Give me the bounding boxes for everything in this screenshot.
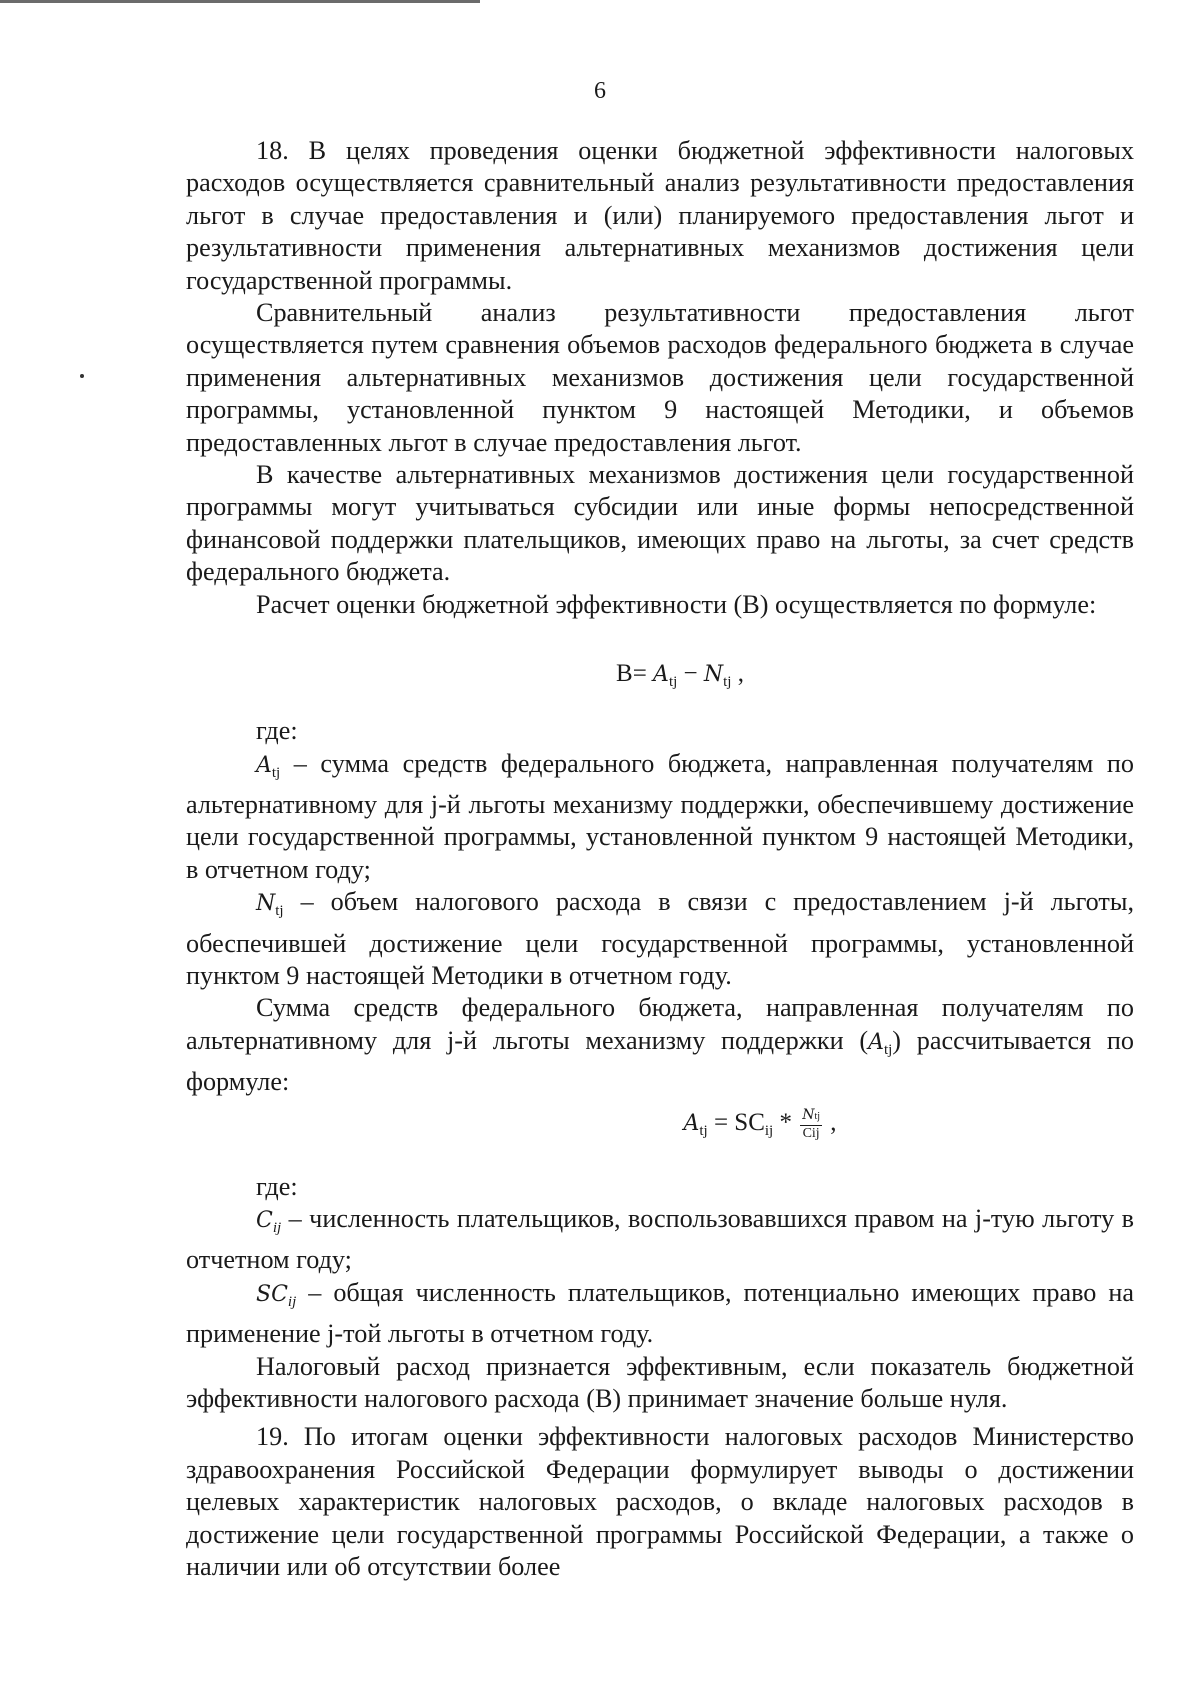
paragraph-comparison: Сравнительный анализ результативности предоставления льгот осуществляется путем сравнения объемов расходов федерального бюджета в случае применения альтернативных механизмов достижения цели государственной программы, установленной пунктом 9 настоящей Методики, и объемов предоставленных льгот в случае предоставления льгот. [186,298,1134,457]
paragraph-alternative: В качестве альтернативных механизмов достижения цели государственной программы могут учитываться субсидии или иные формы непосредственной финансовой поддержки плательщиков, имеющих право на льготы, за счет средств федерального бюджета. [186,460,1134,587]
where-label-1: где: [256,716,298,746]
paragraph-sum: Сумма средств федерального бюджета, направленная получателям по альтернативному для j-й льготы механизму поддержки $(A_{tj})$ рассчитывается по формуле: [186,993,1134,1097]
definition-N: $N_{tj}$ – объем налогового расхода в связи с предоставлением j-й льготы, обеспечившей достижение цели государственной программы, установленной пунктом 9 настоящей Методики в отчетном году. [186,887,1135,990]
definition-SC: $SC_{ij}$ – общая численность плательщиков, потенциально имеющих право на применение j-той льготы в отчетном году. [186,1277,1135,1349]
document-body [186,135,1134,1583]
where-label-2: где: [256,1171,298,1201]
scan-speck [80,374,84,378]
formula-support-sum: $A_{tj} = SC_{ij}$ * $\frac{\text{Ntj}}{\text{Cij}}$ , [683,1106,837,1141]
scan-top-line [0,0,480,3]
formula-budget-efficiency: $B= A_{tj} - N_{tj}$ , [616,660,744,691]
paragraph-18: 18. В целях проведения оценки бюджетной эффективности налоговых расходов осуществляется сравнительный анализ результативности предоставления льгот в случае предоставления и (или) планируемого предоставления льгот и результативности применения альтернативных механизмов достижения цели государственной программы. [186,136,1134,295]
paragraph-effective: Налоговый расход признается эффективным, если показатель бюджетной эффективности налогового расхода (B) принимает значение больше нуля. [186,1351,1134,1413]
definition-A: $A_{tj}$ – сумма средств федерального бюджета, направленная получателям по альтернативному для j-й льготы механизму поддержки, обеспечившему достижение цели государственной программы, установленной пунктом 9 настоящей Методики, в отчетном году; [186,748,1135,884]
paragraph-calculation: Расчет оценки бюджетной эффективности (B) осуществляется по формуле: [256,589,1097,619]
definition-C: $C_{ij}$ – численность плательщиков, воспользовавшихся правом на j-тую льготу в отчетном году; [186,1203,1134,1275]
paragraph-19: 19. По итогам оценки эффективности налоговых расходов Министерство здравоохранения Российской Федерации формулирует выводы о достижении целевых характеристик налоговых расходов, о вкладе налоговых расходов в достижение цели государственной программы Российской Федерации, а также о наличии или об отсутствии более [186,1422,1134,1582]
formula-fraction: $\frac{\text{Ntj}}{\text{Cij}}$ [802,1106,821,1141]
page-number: 6 [594,78,606,104]
